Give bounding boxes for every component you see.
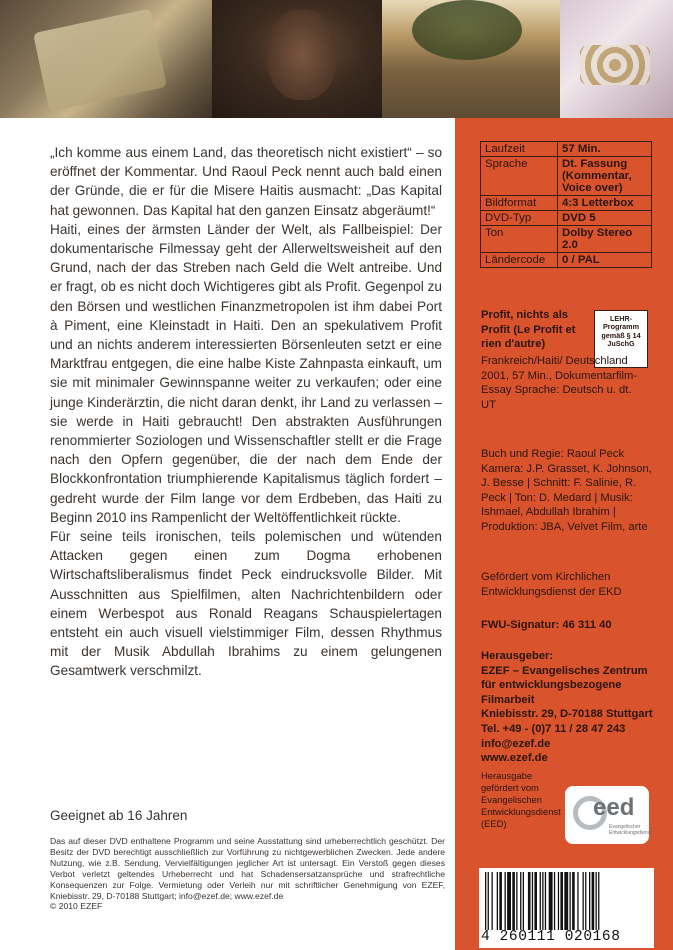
table-row xyxy=(481,157,652,196)
publisher-email: info@ezef.de xyxy=(481,737,551,750)
paragraph-intro: „Ich komme aus einem Land, das theoretisch nicht existiert“ – so eröffnet der Kommentar. Und Raoul Peck nennt auch bald einen der Gründe, die er für die Misere Haitis ausmacht: „Das Kapital hat gewonnen. Das Kapital hat den ganzen Einsatz abgeräumt!“ xyxy=(50,145,442,218)
photo-landscape xyxy=(382,0,560,118)
table-row xyxy=(481,226,652,253)
paragraph-attacks: Für seine teils ironischen, teils polemischen und wütenden Attacken gegen einen zum Dogma erhobenen Wirtschaftsliberalismus findet Peck eindrucksvolle Bilder. Mit Ausschnitten aus Spielfilmen, alten Nachrichtenbildern oder einem Werbespot aus Ronald Reagans Schauspielertagen entsteht ein auch visuell vielstimmiger Film, dessen Rhythmus mit der Musik Abdullah Ibrahims zu einem gelungenen Gesamtwerk verschmilzt. xyxy=(50,529,442,679)
spec-key: Ländercode xyxy=(481,253,558,268)
film-info: Frankreich/Haiti/ Deutschland 2001, 57 Min., Dokumentarfilm-Essay Sprache: Deutsch u. dt. UT xyxy=(481,355,638,411)
publisher-name: EZEF – Evangelisches Zentrum für entwicklungsbezogene Filmarbeit xyxy=(481,664,648,706)
eed-note: Herausgabe gefördert vom Evangelischen Entwicklungsdienst (EED) xyxy=(481,770,561,829)
photo-money-counting xyxy=(0,0,212,118)
barcode-bars-icon xyxy=(485,872,648,930)
copyright: © 2010 EZEF xyxy=(50,901,103,912)
film-title: Profit, nichts als Profit (Le Profit et rien d'autre) xyxy=(481,309,576,351)
spec-value: 57 Min. xyxy=(558,142,652,157)
photo-coins-hand xyxy=(560,0,673,118)
spec-value: 0 / PAL xyxy=(558,253,652,268)
eed-logo xyxy=(565,786,652,844)
description-text xyxy=(50,143,442,681)
funding-note: Gefördert vom Kirchlichen Entwicklungsdienst der EKD xyxy=(481,571,622,598)
spec-key: Sprache xyxy=(481,157,558,196)
spec-value: Dt. Fassung (Kommentar, Voice over) xyxy=(558,157,652,196)
photo-woman-portrait xyxy=(212,0,382,118)
fwu-signature: FWU-Signatur: 46 311 40 xyxy=(481,619,612,631)
legal-notice xyxy=(50,836,445,912)
spec-key: DVD-Typ xyxy=(481,211,558,226)
barcode xyxy=(479,868,654,948)
publisher-phone: Tel. +49 - (0)7 11 / 28 47 243 xyxy=(481,722,626,735)
eed-logo-text: eed xyxy=(593,794,635,821)
spec-value: 4:3 Letterbox xyxy=(558,196,652,211)
legal-text: Das auf dieser DVD enthaltene Programm und seine Ausstattung sind urheberrechtlich geschützt. Der Besitz der DVD berechtigt ausschließlich zur Vorführung zu nichtgewerblichen Zwecken. Jede andere Nutzung, wie z.B. Sendung, Vervielfältigungen jeglicher Art ist untersagt. Ein Verstoß gegen dieses Verbot verletzt geltendes Urheberrecht und hat Schadensersatzansprüche und strafrechtliche Konsequenzen zur Folge. Vermietung oder Verleih nur mit schriftlicher Genehmigung von EZEF, Kniebisstr. 29, D-70188 Stuttgart; info@ezef.de; www.ezef.de xyxy=(50,836,445,901)
barcode-number: 4 260111 020168 xyxy=(481,929,621,945)
spec-key: Laufzeit xyxy=(481,142,558,157)
fsk-badge: LEHR-Programm gemäß § 14 JuSchG xyxy=(594,310,648,368)
photo-strip xyxy=(0,0,673,118)
paragraph-haiti: Haiti, eines der ärmsten Länder der Welt, als Fallbeispiel: Der dokumentarische Filmessay geht der Allerweltsweisheit auf den Grund, nach der das Streben nach Geld die Welt antreibe. Und er fragt, ob es nicht doch Wichtigeres gibt als Profit. Gegenpol zu den Börsen und westlichen Finanzmetropolen ist ihm dabei Port à Piment, eine Kleinstadt in Haiti. Den an spekulativem Profit und an nichts anderem interessierten Börsenleuten setzt er eine Marktfrau entgegen, die eine halbe Kiste Zahnpasta einkauft, um sie mit minimaler Gewinnspanne weiter zu verkaufen; oder eine junge Kinderärztin, die nicht daran denkt, ihr Land zu verlassen – sie werde in Haiti gebraucht! Den abstrakten Ausführungen renommierter Soziologen und Wissenschaftler stellt er die Frage nach den Opfern gegenüber, die der nach dem Ende der Blockkonfrontation triumphierende Kapitalismus täglich fordert – gedreht wurde der Film lange vor dem Erdbeben, das Haiti zu Beginn 2010 ins Rampenlicht der Weltöffentlichkeit rückte. xyxy=(50,221,442,525)
eed-logo-subtitle: Evangelischer Entwicklungsdienst xyxy=(609,824,652,836)
credits: Buch und Regie: Raoul Peck Kamera: J.P. Grasset, K. Johnson, J. Besse | Schnitt: F. Salinie, R. Peck | Ton: D. Medard | Musik: Ishmael, Abdullah Ibrahim | Produktion: JBA, Velvet Film, arte xyxy=(481,448,652,533)
table-row xyxy=(481,142,652,157)
publisher-block xyxy=(481,649,653,766)
spec-value: Dolby Stereo 2.0 xyxy=(558,226,652,253)
table-row xyxy=(481,196,652,211)
age-rating-text: Geeignet ab 16 Jahren xyxy=(50,808,188,823)
spec-value: DVD 5 xyxy=(558,211,652,226)
publisher-address: Kniebisstr. 29, D-70188 Stuttgart xyxy=(481,708,653,721)
spec-key: Bildformat xyxy=(481,196,558,211)
publisher-web: www.ezef.de xyxy=(481,752,548,765)
table-row xyxy=(481,253,652,268)
spec-key: Ton xyxy=(481,226,558,253)
table-row xyxy=(481,211,652,226)
publisher-label: Herausgeber: xyxy=(481,650,554,662)
spec-table xyxy=(480,141,652,268)
